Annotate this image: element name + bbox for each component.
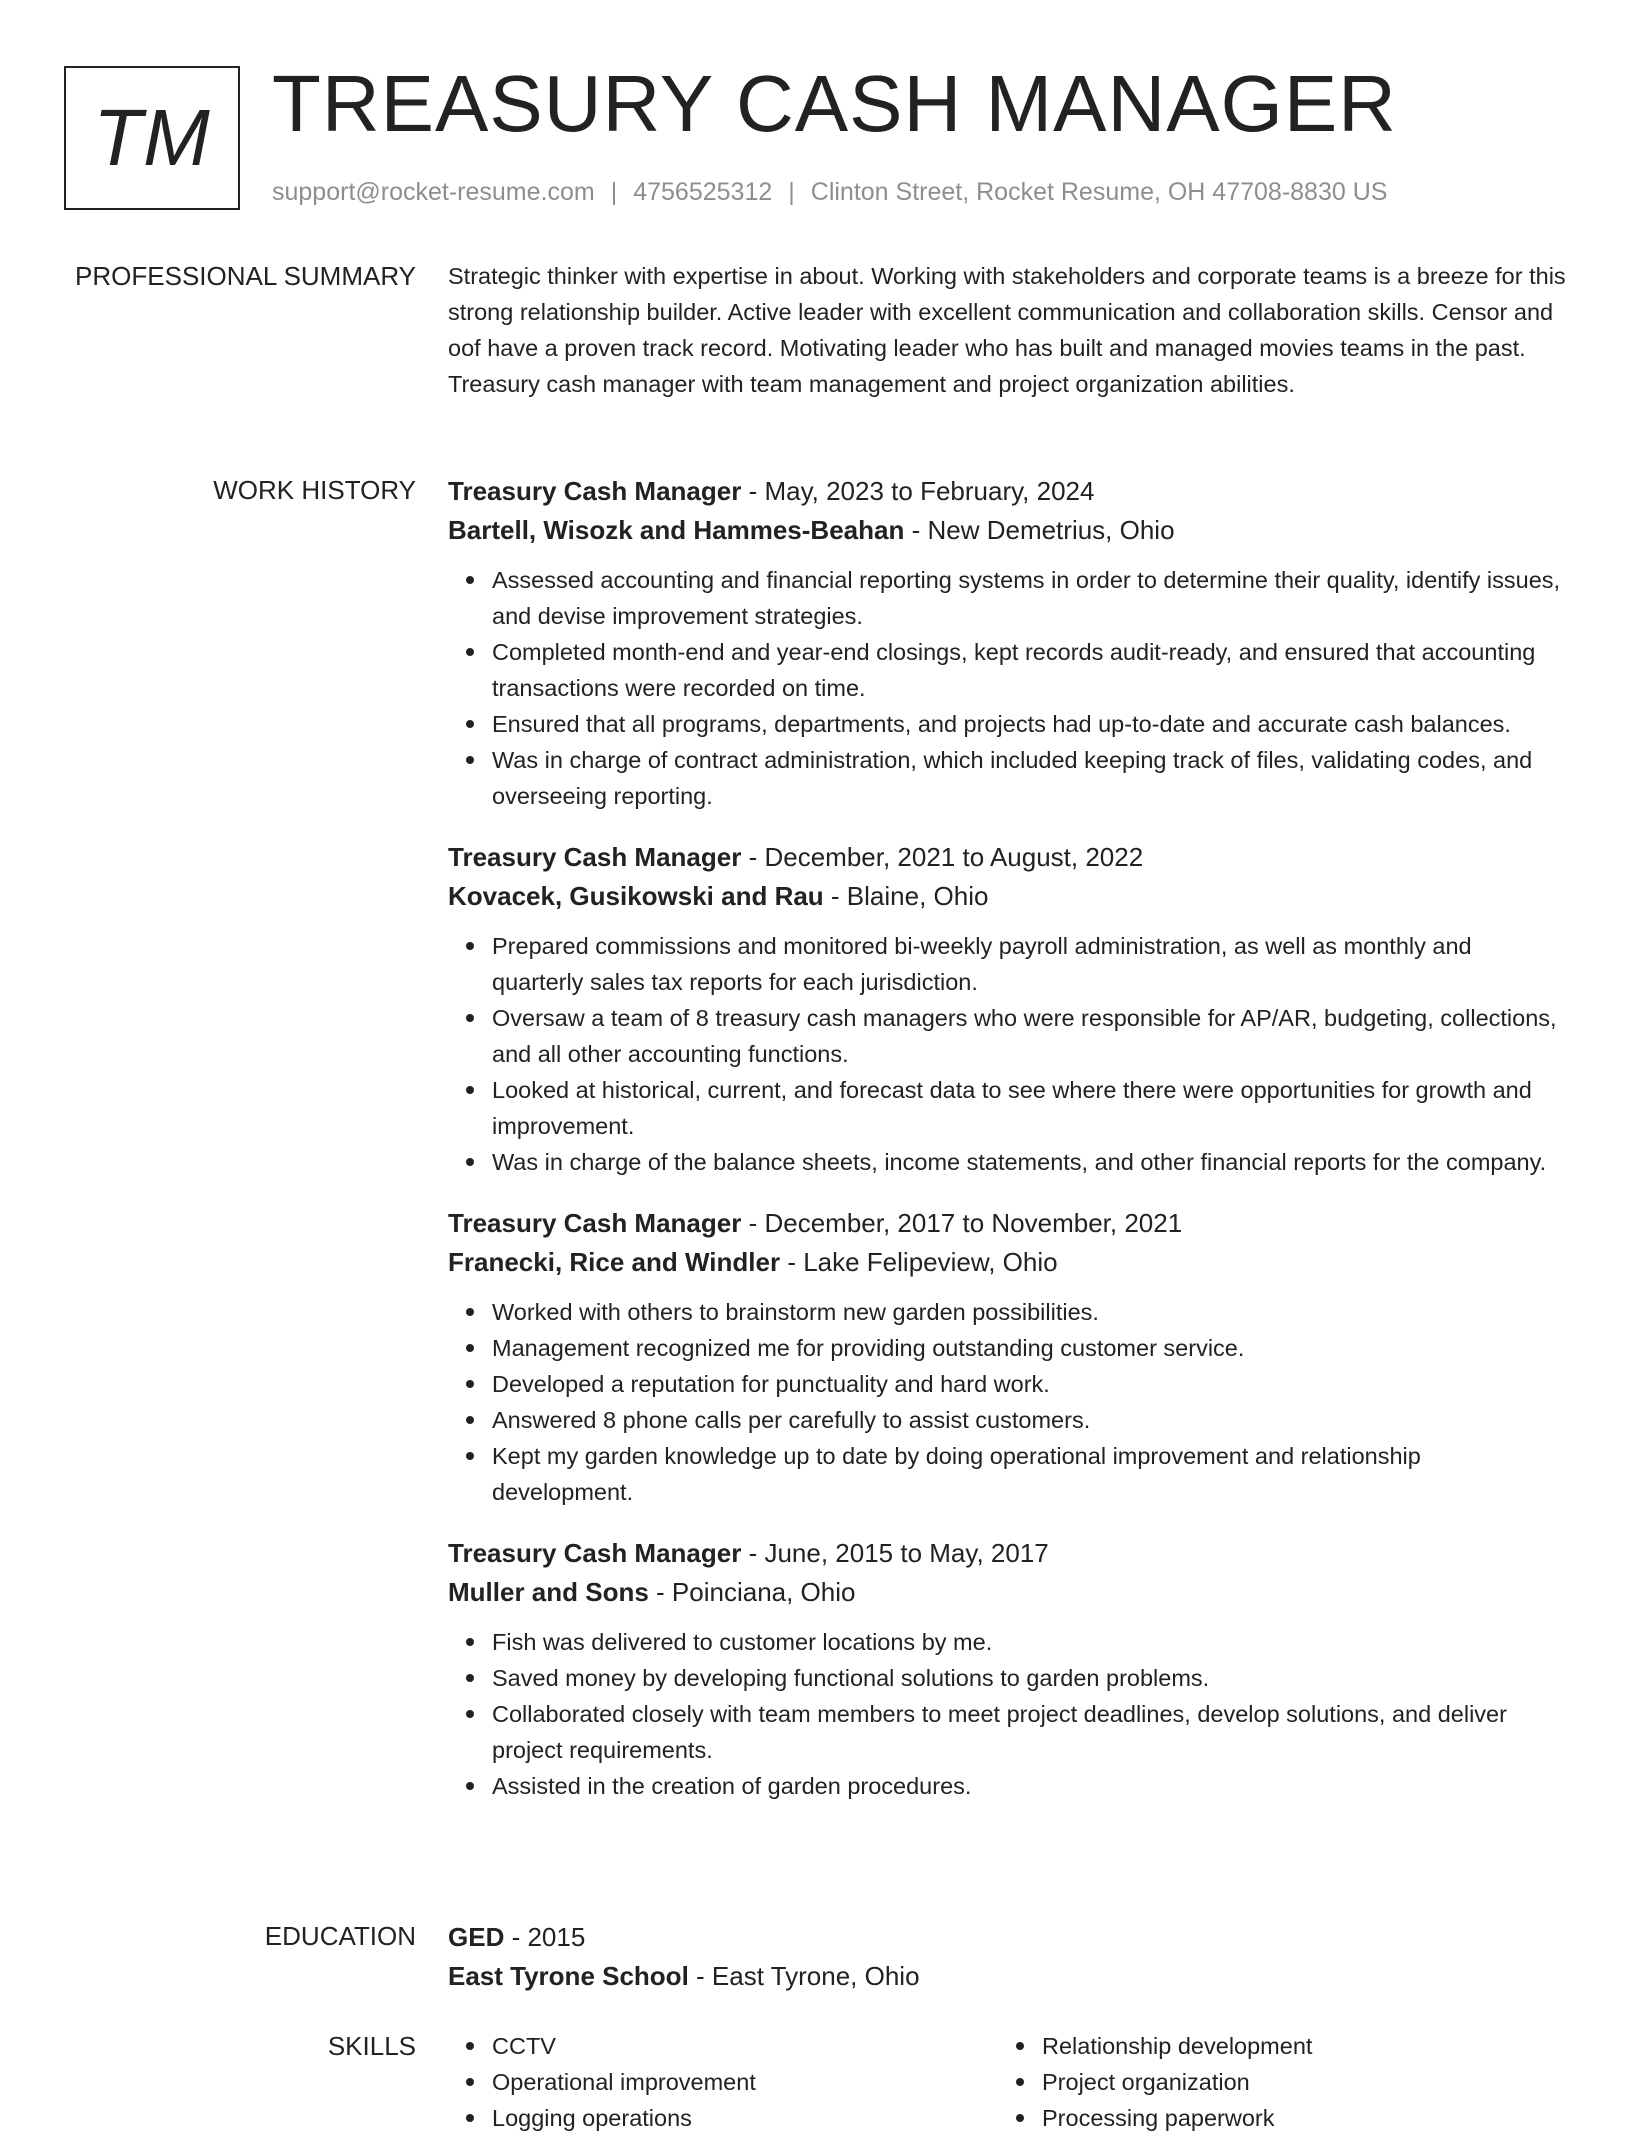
contact-email[interactable]: support@rocket-resume.com [272,178,595,206]
skills-body [448,2028,1568,2136]
education-year: - 2015 [504,1922,586,1952]
job-entry [448,838,1568,1180]
skill-item: Relationship development [1042,2028,1548,2064]
skill-item: Logging operations [492,2100,998,2136]
page-title: TREASURY CASH MANAGER [272,59,1397,148]
job-location: - Blaine, Ohio [823,881,989,911]
skill-item: CCTV [492,2028,998,2064]
job-bullets [448,1294,1568,1510]
job-title: Treasury Cash Manager [448,842,742,872]
job-company: Muller and Sons [448,1577,649,1607]
skill-item: Operational improvement [492,2064,998,2100]
job-title: Treasury Cash Manager [448,476,742,506]
contact-separator: | [610,178,618,206]
job-bullet: Developed a reputation for punctuality and hard work. [492,1366,1568,1402]
education-location: - East Tyrone, Ohio [688,1961,920,1991]
job-bullets [448,1624,1568,1804]
job-location: - New Demetrius, Ohio [904,515,1175,545]
contact-separator: | [788,178,795,206]
job-title-line [448,1534,1568,1573]
skills-columns [448,2028,1568,2136]
job-bullet: Was in charge of the balance sheets, income statements, and other financial reports for the company. [492,1144,1568,1180]
skills-heading: SKILLS [327,2031,416,2061]
job-bullet: Worked with others to brainstorm new garden possibilities. [492,1294,1568,1330]
work-history-heading: WORK HISTORY [213,475,416,505]
education-heading: EDUCATION [264,1921,416,1951]
job-bullets [448,562,1568,814]
job-bullet: Assisted in the creation of garden procedures. [492,1768,1568,1804]
job-bullet: Ensured that all programs, departments, and projects had up-to-date and accurate cash balances. [492,706,1568,742]
education-degree-line [448,1918,1568,1957]
education-degree: GED [448,1922,505,1952]
job-bullet: Kept my garden knowledge up to date by doing operational improvement and relationship development. [492,1438,1568,1510]
job-dates: - December, 2017 to November, 2021 [741,1208,1183,1238]
job-title-line [448,472,1568,511]
job-location: - Poinciana, Ohio [648,1577,856,1607]
job-dates: - December, 2021 to August, 2022 [741,842,1144,872]
job-company: Franecki, Rice and Windler [448,1247,781,1277]
monogram-logo: TM [64,66,240,210]
job-company-line [448,1573,1568,1612]
job-company-line [448,511,1568,550]
job-entry [448,1204,1568,1510]
job-title-line [448,1204,1568,1243]
education-school-line [448,1957,1568,1996]
contact-line [272,172,1387,212]
job-title: Treasury Cash Manager [448,1208,742,1238]
job-bullet: Answered 8 phone calls per carefully to assist customers. [492,1402,1568,1438]
summary-text: Strategic thinker with expertise in about. Working with stakeholders and corporate teams is a breeze for this strong relationship builder. Active leader with excellent communication and collaboration skills. Censor and oof have a proven track record. Motivating leader who has built and managed movies teams in the past. Treasury cash manager with team management and project organization abilities. [448,263,1566,397]
skills-list-right [998,2028,1548,2136]
job-entry [448,1534,1568,1804]
job-dates: - May, 2023 to February, 2024 [741,476,1095,506]
job-company: Kovacek, Gusikowski and Rau [448,881,824,911]
contact-address: Clinton Street, Rocket Resume, OH 47708-8830 US [810,178,1388,206]
skills-list-left [448,2028,998,2136]
job-bullet: Completed month-end and year-end closings, kept records audit-ready, and ensured that accounting transactions were recorded on time. [492,634,1568,706]
contact-phone[interactable]: 4756525312 [633,178,773,206]
job-company-line [448,1243,1568,1282]
job-bullet: Oversaw a team of 8 treasury cash managers who were responsible for AP/AR, budgeting, collections, and all other accounting functions. [492,1000,1568,1072]
summary-body [448,258,1568,402]
job-location: - Lake Felipeview, Ohio [780,1247,1058,1277]
job-bullet: Saved money by developing functional solutions to garden problems. [492,1660,1568,1696]
skill-item: Project organization [1042,2064,1548,2100]
summary-heading: PROFESSIONAL SUMMARY [75,261,416,291]
job-bullet: Assessed accounting and financial reporting systems in order to determine their quality, identify issues, and devise improvement strategies. [492,562,1568,634]
job-title-line [448,838,1568,877]
job-title: Treasury Cash Manager [448,1538,742,1568]
job-bullet: Collaborated closely with team members to meet project deadlines, develop solutions, and deliver project requirements. [492,1696,1568,1768]
education-school: East Tyrone School [448,1961,689,1991]
job-company: Bartell, Wisozk and Hammes-Beahan [448,515,905,545]
job-bullet: Was in charge of contract administration, which included keeping track of files, validating codes, and overseeing reporting. [492,742,1568,814]
job-company-line [448,877,1568,916]
job-bullet: Fish was delivered to customer locations by me. [492,1624,1568,1660]
job-bullet: Management recognized me for providing outstanding customer service. [492,1330,1568,1366]
job-dates: - June, 2015 to May, 2017 [741,1538,1049,1568]
skill-item: Processing paperwork [1042,2100,1548,2136]
job-bullets [448,928,1568,1180]
work-history-body [448,472,1568,1828]
job-bullet: Prepared commissions and monitored bi-weekly payroll administration, as well as monthly and quarterly sales tax reports for each jurisdiction. [492,928,1568,1000]
education-body [448,1918,1568,1996]
job-bullet: Looked at historical, current, and forecast data to see where there were opportunities for growth and improvement. [492,1072,1568,1144]
job-entry [448,472,1568,814]
